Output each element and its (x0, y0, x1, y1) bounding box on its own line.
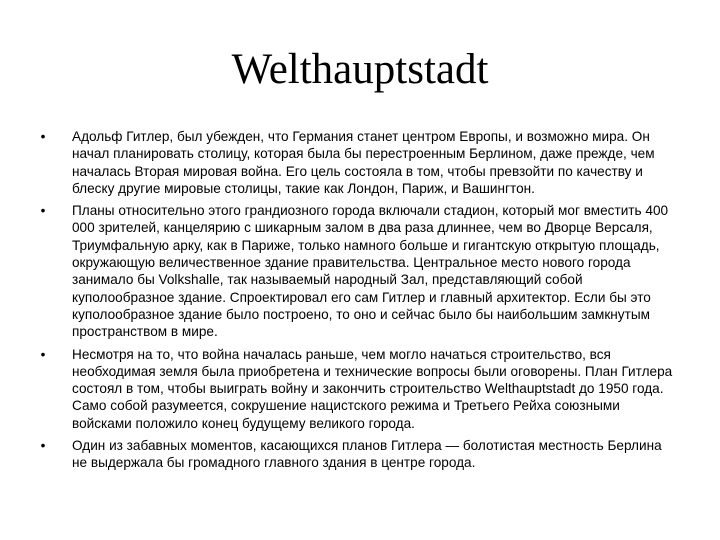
bullet-item (36, 346, 676, 432)
bullet-text: Планы относительно этого грандиозного города включали стадион, который мог вместить 400 000 зрителей, канцелярию с шикарным залом в два раза длиннее, чем во Дворце Версаля, Триумфальную арку, как в Париже, только намного больше и гигантскую открытую площадь, окружающую величественное здание правительства. Центральное место нового города занимало бы Volkshalle, так называемый народный Зал, представляющий собой куполообразное здание. Спроектировал его сам Гитлер и главный архитектор. Если бы это куполообразное здание было построено, то оно и сейчас было бы наибольшим замкнутым пространством в мире. (72, 203, 669, 340)
bullet-icon: • (40, 129, 46, 144)
bullet-icon: • (40, 346, 46, 362)
bullet-item (36, 128, 676, 197)
bullet-list (36, 128, 676, 477)
bullet-text: Один из забавных моментов, касающихся планов Гитлера — болотистая местность Берлина не выдержала бы громадного главного здания в центре города. (72, 438, 662, 471)
bullet-icon: • (40, 203, 46, 219)
bullet-text: Несмотря на то, что война началась раньше, чем могло начаться строительство, вся необходимая земля была приобретена и технические вопросы были оговорены. План Гитлера состоял в том, чтобы выиграть войну и закончить строительство Welthauptstadt до 1950 года. Само собой разумеется, сокрушение нацистского режима и Третьего Рейха союзными войсками положило конец будущему великого города. (72, 346, 673, 431)
slide-title: Welthauptstadt (231, 46, 489, 93)
bullet-text: Адольф Гитлер, был убежден, что Германия станет центром Европы, и возможно мира. Он начал планировать столицу, которая была бы перестроенным Берлином, даже прежде, чем началась Вторая мировая война. Его цель состояла в том, чтобы превзойти по качеству и блеску другие мировые столицы, такие как Лондон, Париж, и Вашингтон. (72, 129, 655, 196)
bullet-icon: • (40, 438, 46, 454)
bullet-item (36, 437, 676, 472)
bullet-item (36, 202, 676, 340)
